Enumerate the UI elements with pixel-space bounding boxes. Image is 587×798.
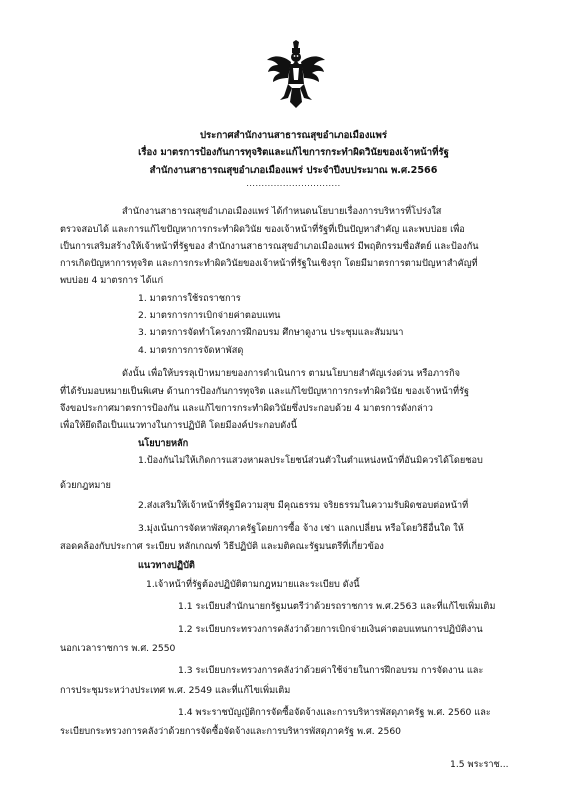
policy-item: ด้วยกฎหมาย	[60, 480, 111, 491]
guide-heading: แนวทางปฏิบัติ	[138, 560, 195, 571]
measure-item: 2. มาตรการการเบิกจ่ายค่าตอบแทน	[138, 310, 281, 321]
guide-line: 1.4 พระราชบัญญัติการจัดซื้อจัดจ้างและการบริหารพัสดุภาครัฐ พ.ศ. 2560 และ	[178, 707, 491, 718]
intro-line: การเกิดปัญหาการทุจริต และการกระทำผิดวินัยของเจ้าหน้าที่รัฐในเชิงรุก โดยมีมาตรการตามปัญหาสำคัญที่	[60, 258, 478, 269]
intro-line: เป็นการเสริมสร้างให้เจ้าหน้าที่รัฐของ สำนักงานสาธารณสุขอำเภอเมืองแพร่ มีพฤติกรรมซื่อสัตย์ และป้องกัน	[60, 241, 479, 252]
guide-line: 1.เจ้าหน้าที่รัฐต้องปฏิบัติตามกฎหมายและระเบียบ ดังนี้	[146, 579, 360, 590]
intro-line: ตรวจสอบได้ และการแก้ไขปัญหาการกระทำผิดวินัย ของเจ้าหน้าที่รัฐที่เป็นปัญหาสำคัญ และพบบ่อย เพื่อ	[60, 224, 465, 235]
doc-title-line-2: เรื่อง มาตรการป้องกันการทุจริตและแก้ไขการกระทำผิดวินัยของเจ้าหน้าที่รัฐ	[138, 147, 449, 158]
doc-title-line-1: ประกาศสำนักงานสาธารณสุขอำเภอเมืองแพร่	[199, 130, 388, 141]
continued-marker: 1.5 พระราช...	[450, 759, 509, 770]
guide-line: การประชุมระหว่างประเทศ พ.ศ. 2549 และที่แก้ไขเพิ่มเติม	[60, 685, 291, 696]
intro-line: สำนักงานสาธารณสุขอำเภอเมืองแพร่ ได้กำหนดนโยบายเรื่องการบริหารที่โปร่งใส	[122, 206, 442, 217]
intro-line: พบบ่อย 4 มาตรการ ได้แก่	[60, 275, 164, 286]
policy-item: สอดคล้องกับประกาศ ระเบียบ หลักเกณฑ์ วิธีปฏิบัติ และมติคณะรัฐมนตรีที่เกี่ยวข้อง	[60, 541, 384, 552]
guide-line: ระเบียบกระทรวงการคลังว่าด้วยการจัดซื้อจัดจ้างและการบริหารพัสดุภาครัฐ พ.ศ. 2560	[60, 726, 402, 737]
title-separator: ...............................	[246, 179, 341, 188]
guide-line: 1.3 ระเบียบกระทรวงการคลังว่าด้วยค่าใช้จ่ายในการฝึกอบรม การจัดงาน และ	[178, 665, 484, 676]
guide-line: 1.1 ระเบียบสำนักนายกรัฐมนตรีว่าด้วยรถราชการ พ.ศ.2563 และที่แก้ไขเพิ่มเติม	[178, 601, 496, 612]
para2-line: ที่ได้รับมอบหมายเป็นพิเศษ ด้านการป้องกันการทุจริต และแก้ไขปัญหาการกระทำผิดวินัย ของเจ้าหน้าที่รัฐ	[60, 386, 470, 397]
policy-item: 1.ป้องกันไม่ให้เกิดการแสวงหาผลประโยชน์ส่วนตัวในตำแหน่งหน้าที่อันมิควรได้โดยชอบ	[138, 455, 483, 466]
policy-heading: นโยบายหลัก	[138, 438, 189, 449]
doc-title-line-3: สำนักงานสาธารณสุขอำเภอเมืองแพร่ ประจำปีงบประมาณ พ.ศ.2566	[149, 165, 438, 176]
para2-line: ดังนั้น เพื่อให้บรรลุเป้าหมายของการดำเนินการ ตามนโยบายสำคัญเร่งด่วน หรือภารกิจ	[122, 368, 461, 379]
policy-item: 3.มุ่งเน้นการจัดหาพัสดุภาครัฐโดยการซื้อ จ้าง เช่า แลกเปลี่ยน หรือโดยวิธีอื่นใด ให้	[138, 523, 464, 534]
policy-item: 2.ส่งเสริมให้เจ้าหน้าที่รัฐมีความสุข มีคุณธรรม จริยธรรมในความรับผิดชอบต่อหน้าที่	[138, 500, 469, 511]
measure-item: 3. มาตรการจัดทำโครงการฝึกอบรม ศึกษาดูงาน ประชุมและสัมมนา	[138, 327, 404, 338]
para2-line: จึงขอประกาศมาตรการป้องกัน และแก้ไขการกระทำผิดวินัยซึ่งประกอบด้วย 4 มาตรการดังกล่าว	[60, 403, 433, 414]
para2-line: เพื่อให้ยึดถือเป็นแนวทางในการปฏิบัติ โดยมีองค์ประกอบดังนี้	[60, 420, 297, 431]
measure-item: 4. มาตรการการจัดหาพัสดุ	[138, 345, 244, 356]
guide-line: นอกเวลาราชการ พ.ศ. 2550	[60, 643, 176, 654]
measure-item: 1. มาตรการใช้รถราชการ	[138, 293, 241, 304]
guide-line: 1.2 ระเบียบกระทรวงการคลังว่าด้วยการเบิกจ่ายเงินค่าตอบแทนการปฏิบัติงาน	[178, 624, 483, 635]
garuda-emblem-icon	[266, 40, 326, 110]
